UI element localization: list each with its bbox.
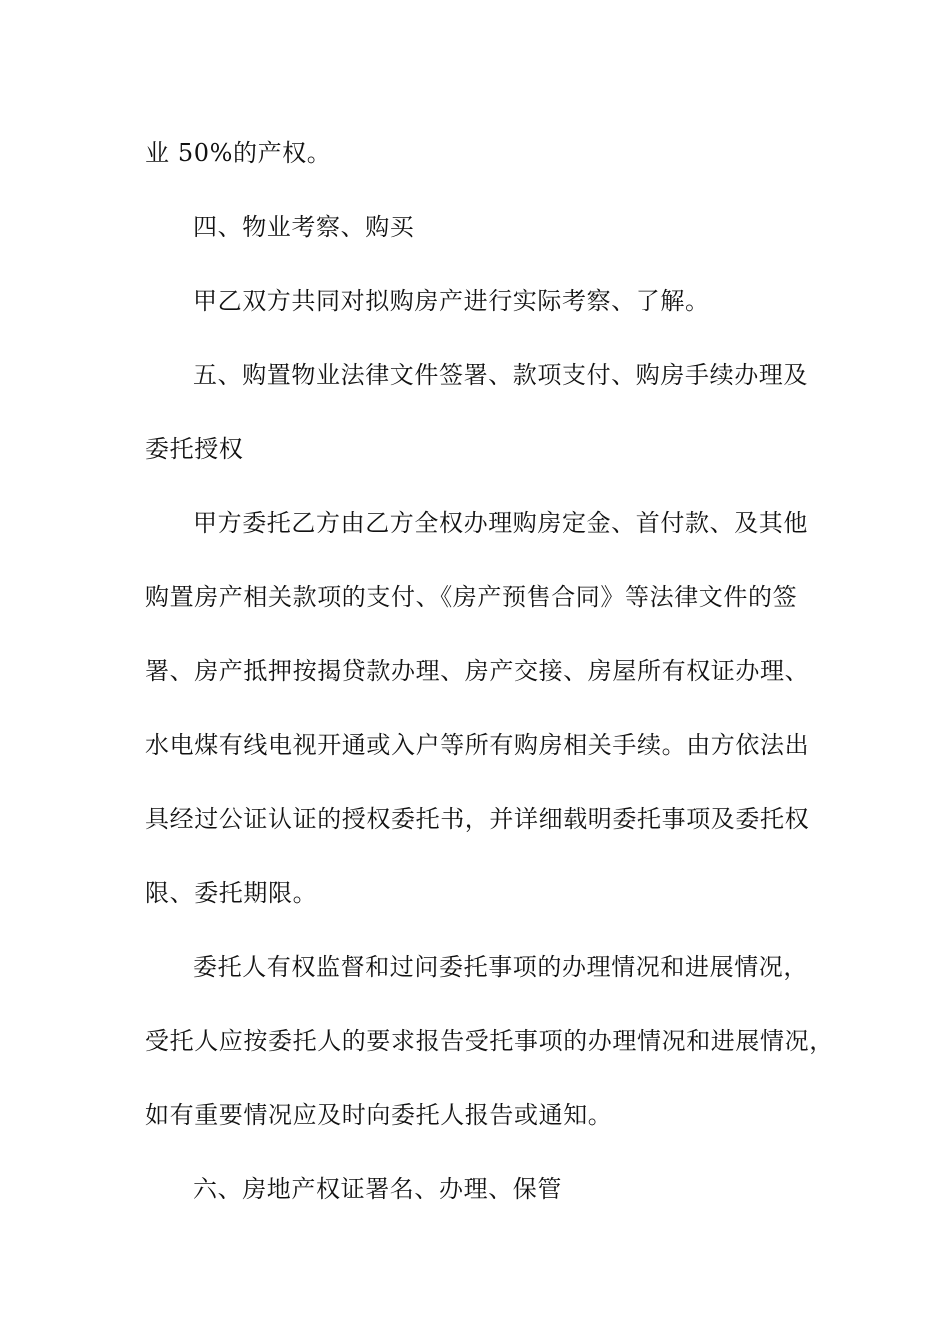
text-line: 限、委托期限。 [145, 879, 318, 907]
text-line: 水电煤有线电视开通或入户等所有购房相关手续。由方依法出 [145, 731, 810, 759]
text-line: 受托人应按委托人的要求报告受托事项的办理情况和进展情况， [145, 1027, 834, 1055]
text-line: 委托人有权监督和过问委托事项的办理情况和进展情况， [193, 953, 808, 981]
text-line: 业 50%的产权。 [145, 139, 332, 167]
document-body [145, 131, 835, 1241]
section-heading-6: 六、房地产权证署名、办理、保管 [193, 1175, 562, 1203]
section-heading-5: 五、购置物业法律文件签署、款项支付、购房手续办理及 [193, 361, 808, 389]
text-line: 甲乙双方共同对拟购房产进行实际考察、了解。 [193, 287, 710, 315]
text-line: 甲方委托乙方由乙方全权办理购房定金、首付款、及其他 [193, 509, 808, 537]
text-line: 如有重要情况应及时向委托人报告或通知。 [145, 1101, 613, 1129]
section-heading-5-cont: 委托授权 [145, 435, 244, 463]
text-line: 具经过公证认证的授权委托书，并详细载明委托事项及委托权 [145, 805, 810, 833]
text-line: 购置房产相关款项的支付、《房产预售合同》等法律文件的签 [145, 583, 798, 611]
text-line: 署、房产抵押按揭贷款办理、房产交接、房屋所有权证办理、 [145, 657, 810, 685]
section-heading-4: 四、物业考察、购买 [193, 213, 415, 241]
